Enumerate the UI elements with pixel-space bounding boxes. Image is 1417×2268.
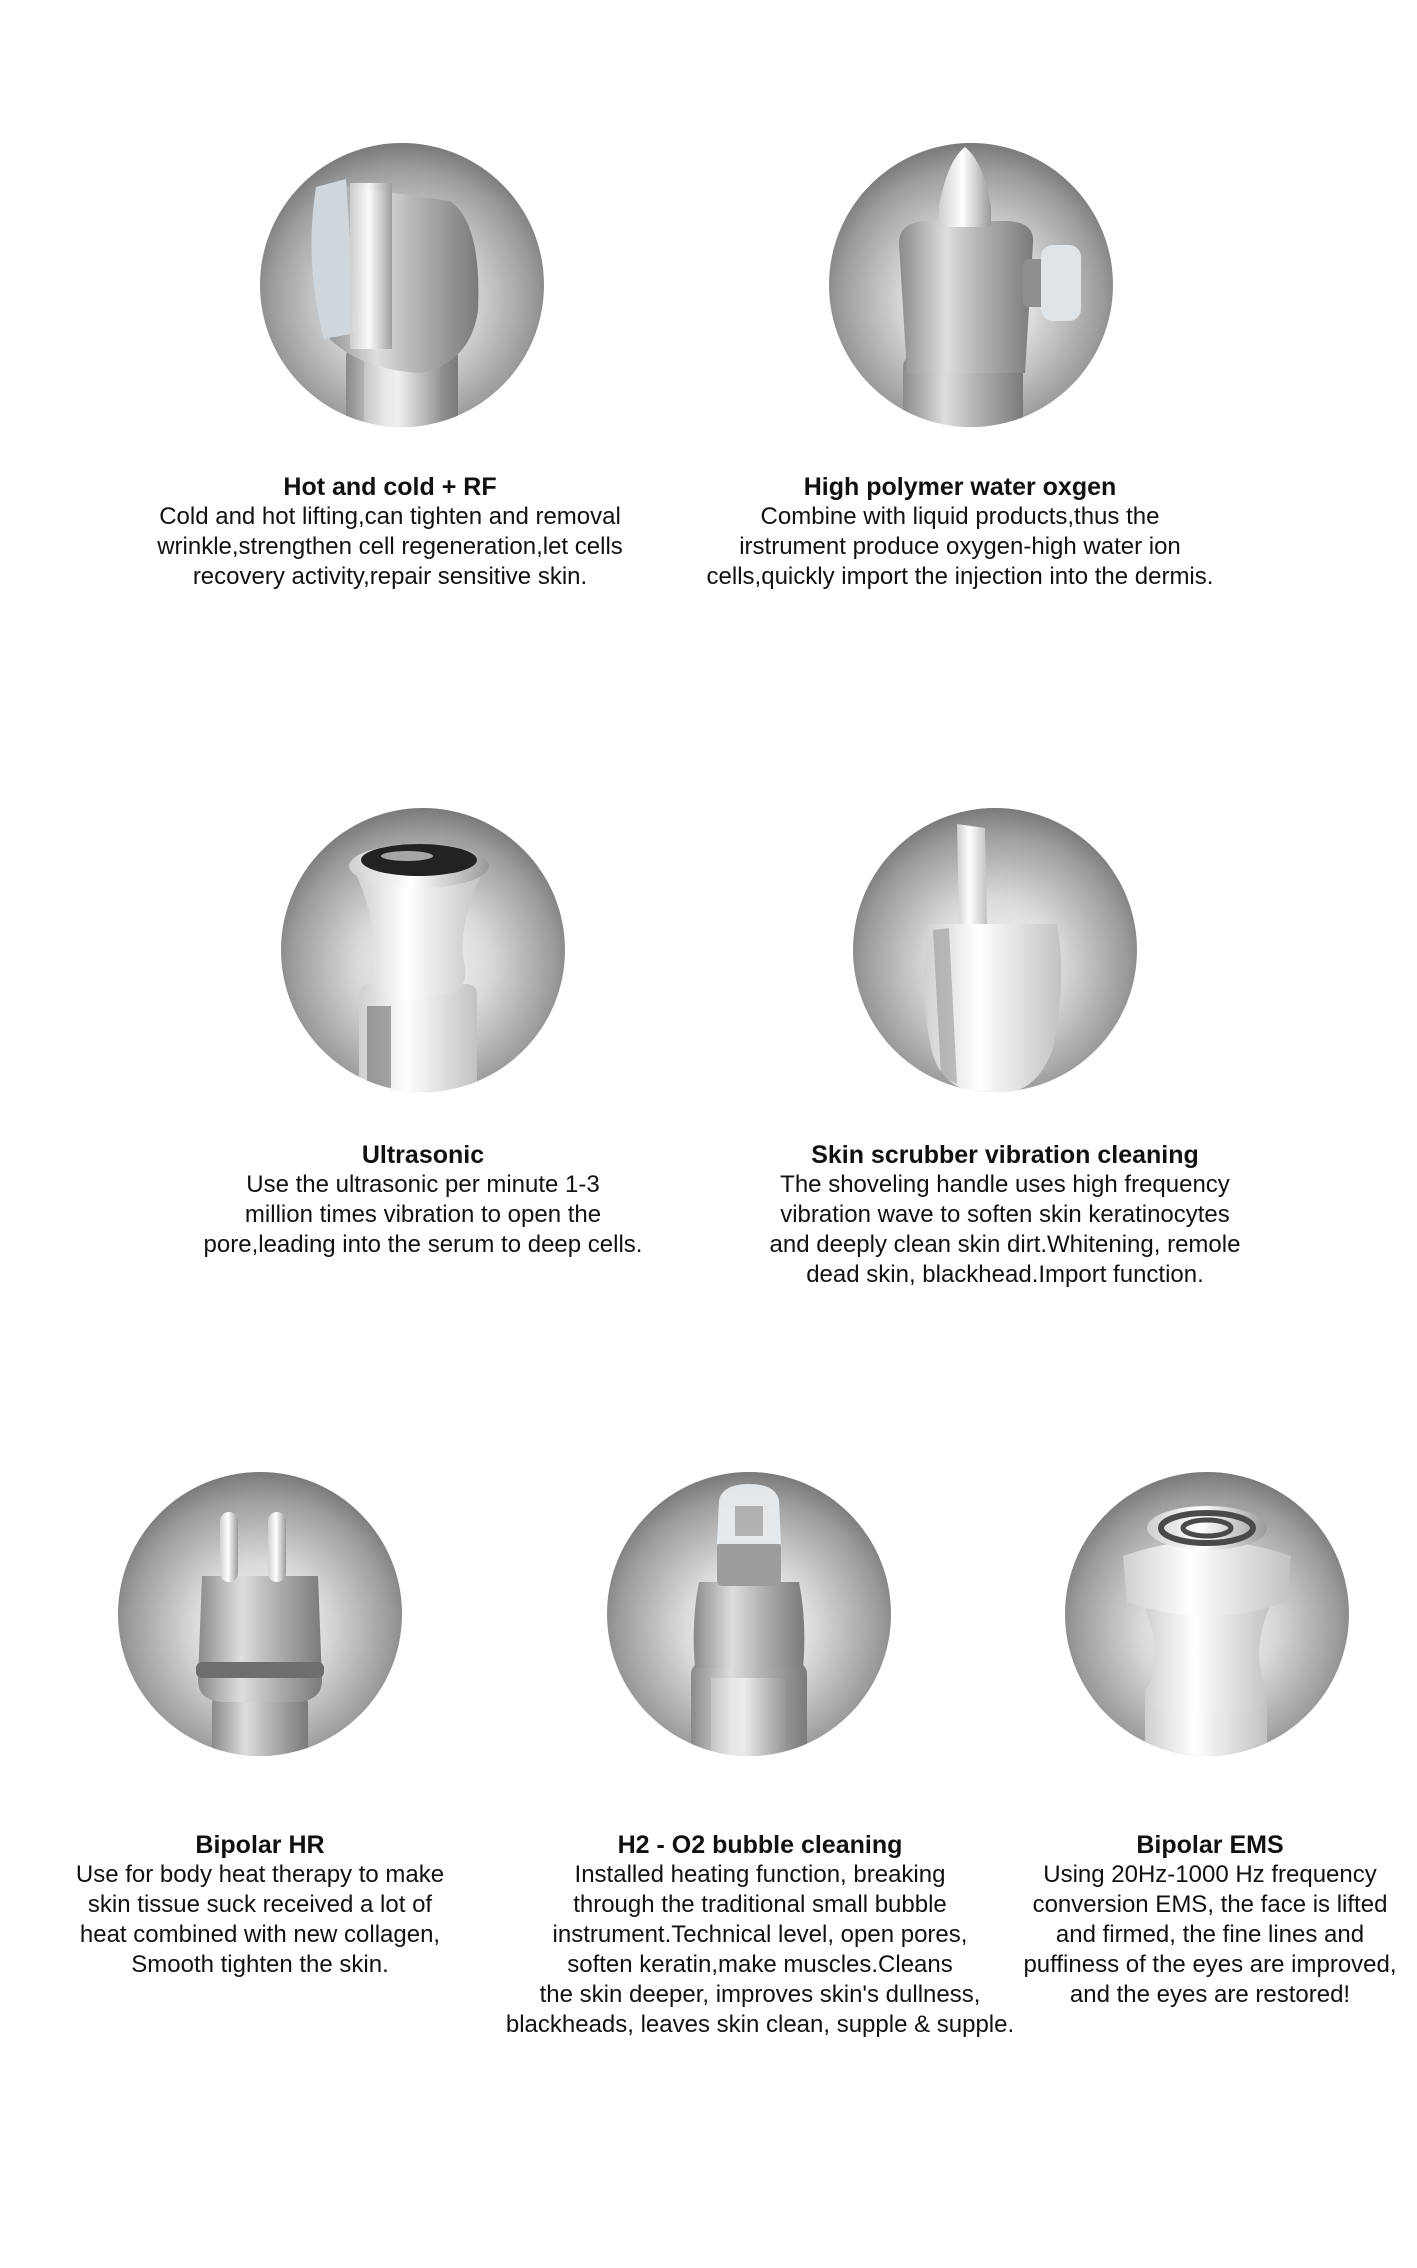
bubble-cleaning-handpiece-icon	[607, 1472, 891, 1756]
ultrasonic-handpiece-icon	[281, 808, 565, 1092]
product-description: Combine with liquid products,thus the irstrument produce oxygen-high water ion cells,quickly import the injection into the dermis.	[706, 503, 1214, 590]
product-description: Use for body heat therapy to make skin tissue suck received a lot of heat combined with new collagen, Smooth tighten the skin.	[75, 1861, 445, 1978]
product-title: Hot and cold + RF	[283, 473, 497, 501]
product-title: Ultrasonic	[361, 1141, 485, 1169]
bipolar-ems-handpiece-icon	[1065, 1472, 1349, 1756]
product-description: Cold and hot lifting,can tighten and removal wrinkle,strengthen cell regeneration,let cells recovery activity,repair sensitive skin.	[157, 503, 623, 590]
product-title: Bipolar HR	[195, 1831, 325, 1859]
product-title: Skin scrubber vibration cleaning	[811, 1141, 1199, 1169]
hot-cold-rf-handpiece-icon	[260, 143, 544, 427]
product-title: High polymer water oxgen	[803, 473, 1117, 501]
bipolar-hr-handpiece-icon	[118, 1472, 402, 1756]
product-title: Bipolar EMS	[1136, 1831, 1284, 1859]
skin-scrubber-handpiece-icon	[853, 808, 1137, 1092]
product-description: Using 20Hz-1000 Hz frequency conversion EMS, the face is lifted and firmed, the fine lines and puffiness of the eyes are improved, and the eyes are restored!	[1023, 1861, 1397, 2008]
product-title: H2 - O2 bubble cleaning	[617, 1831, 903, 1859]
product-description: The shoveling handle uses high frequency vibration wave to soften skin keratinocytes and deeply clean skin dirt.Whitening, remole dead skin, blackhead.Import function.	[769, 1171, 1241, 1288]
water-oxygen-handpiece-icon	[829, 143, 1113, 427]
product-description: Installed heating function, breaking through the traditional small bubble instrument.Technical level, open pores, soften keratin,make muscles.Cleans the skin deeper, improves skin's dullness, blackheads, leaves skin clean, supple & supple.	[505, 1861, 1015, 2038]
product-description: Use the ultrasonic per minute 1-3 million times vibration to open the pore,leading into the serum to deep cells.	[203, 1171, 643, 1258]
